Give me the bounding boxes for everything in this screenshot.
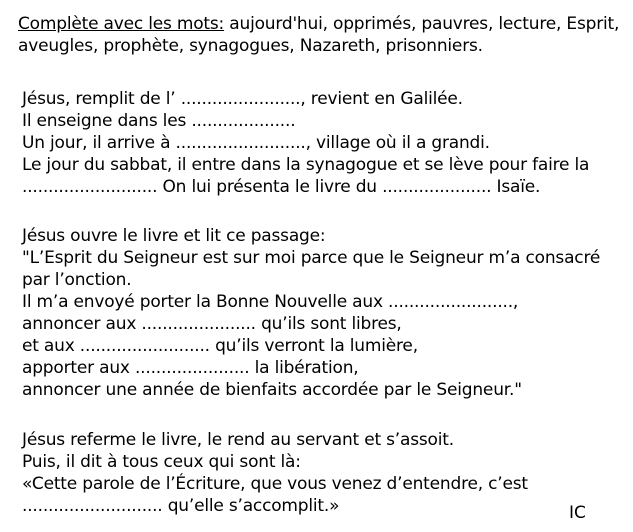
paragraph-2-line-6: et aux ......................... qu’ils verront la lumière, — [22, 336, 418, 356]
instruction-label: Complète avec les mots: — [18, 14, 225, 34]
paragraph-2-line-8: annoncer une année de bienfaits accordée par le Seigneur." — [22, 380, 522, 400]
paragraph-2-line-2: "L’Esprit du Seigneur est sur moi parce que le Seigneur m’a consacré — [22, 248, 601, 268]
paragraph-2-line-7: apporter aux ...................... la libération, — [22, 358, 359, 378]
paragraph-1 — [22, 88, 622, 198]
paragraph-2 — [22, 225, 622, 401]
paragraph-1-line-5: .......................... On lui présenta le livre du ..................... Isaïe. — [22, 177, 541, 197]
paragraph-3-line-4: ........................... qu’elle s’accomplit.» — [22, 496, 340, 516]
paragraph-2-line-5: annoncer aux ...................... qu’ils sont libres, — [22, 314, 402, 334]
paragraph-2-line-4: Il m’a envoyé porter la Bonne Nouvelle aux ........................, — [22, 292, 519, 312]
word-bank-part-2: aveugles, prophète, synagogues, Nazareth, prisonniers. — [18, 36, 483, 56]
paragraph-2-line-1: Jésus ouvre le livre et lit ce passage: — [22, 226, 326, 246]
instruction-line-1 — [18, 13, 618, 35]
paragraph-1-line-4: Le jour du sabbat, il entre dans la synagogue et se lève pour faire la — [22, 155, 590, 175]
paragraph-1-line-3: Un jour, il arrive à ........................., village où il a grandi. — [22, 133, 490, 153]
word-bank-part-1: aujourd'hui, opprimés, pauvres, lecture, Esprit, — [224, 14, 620, 34]
paragraph-3 — [22, 429, 622, 517]
paragraph-3-line-1: Jésus referme le livre, le rend au servant et s’assoit. — [22, 430, 454, 450]
author-initials: IC — [569, 503, 586, 523]
paragraph-1-line-1: Jésus, remplit de l’ ......................., revient en Galilée. — [22, 89, 463, 109]
paragraph-3-line-3: «Cette parole de l’Écriture, que vous venez d’entendre, c’est — [22, 474, 528, 494]
paragraph-2-line-3: par l’onction. — [22, 270, 132, 290]
paragraph-3-line-2: Puis, il dit à tous ceux qui sont là: — [22, 452, 301, 472]
instruction — [18, 13, 618, 57]
paragraph-1-line-2: Il enseigne dans les .................... — [22, 111, 296, 131]
